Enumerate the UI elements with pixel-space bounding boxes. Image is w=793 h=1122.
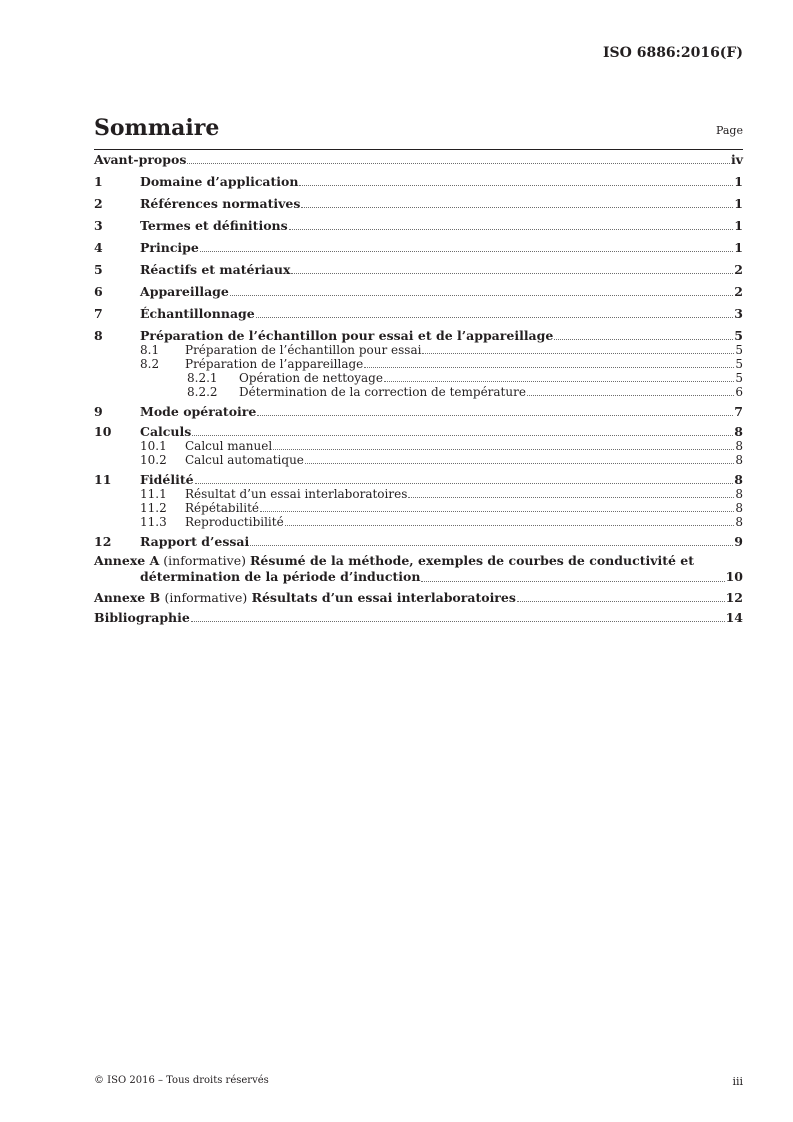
toc-entry-number: 1 xyxy=(94,174,103,189)
table-of-contents xyxy=(94,151,743,625)
toc-entry-5[interactable] xyxy=(94,261,743,277)
toc-entry-page: 5 xyxy=(735,357,743,371)
toc-entry-8-2-1[interactable] xyxy=(94,371,743,385)
toc-entry-page: iv xyxy=(730,152,743,167)
dot-leader xyxy=(291,273,733,274)
toc-entry-6[interactable] xyxy=(94,283,743,299)
dot-leader xyxy=(230,295,733,296)
toc-entry-8-2-2[interactable] xyxy=(94,385,743,399)
toc-entry-page: 8 xyxy=(735,487,743,501)
toc-entry-page: 14 xyxy=(725,610,743,625)
toc-entry-annex-a[interactable] xyxy=(94,553,743,585)
annex-a-line-2 xyxy=(94,569,743,585)
toc-entry-text: Fidélité xyxy=(140,472,194,487)
toc-entry-text: Références normatives xyxy=(140,196,301,211)
toc-entry-1[interactable] xyxy=(94,173,743,189)
toc-entry-text: Calcul manuel xyxy=(185,439,273,453)
toc-entry-foreword[interactable] xyxy=(94,151,743,167)
toc-entry-number: 6 xyxy=(94,284,103,299)
page-title: Sommaire xyxy=(94,115,220,141)
toc-entry-page: 1 xyxy=(734,196,743,211)
toc-entry-page: 12 xyxy=(725,590,743,605)
annex-label: Annexe A xyxy=(94,553,160,568)
toc-entry-page: 2 xyxy=(734,262,743,277)
dot-leader xyxy=(517,601,725,602)
toc-entry-page: 8 xyxy=(735,439,743,453)
toc-entry-number: 9 xyxy=(94,404,103,419)
dot-leader xyxy=(299,185,733,186)
dot-leader xyxy=(191,621,725,622)
toc-entry-number: 11 xyxy=(94,472,112,487)
annex-title: Résumé de la méthode, exemples de courbes de conductivité et xyxy=(249,553,695,568)
annex-title: Résultats d’un essai interlaboratoires xyxy=(251,590,516,605)
document-code: ISO 6886:2016(F) xyxy=(602,45,743,61)
toc-entry-text: Réactifs et matériaux xyxy=(140,262,291,277)
toc-entry-page: 5 xyxy=(734,328,743,343)
toc-entry-text: Principe xyxy=(140,240,199,255)
toc-entry-text: Calcul automatique xyxy=(185,453,304,467)
toc-entry-number: 12 xyxy=(94,534,112,549)
title-row xyxy=(94,111,743,141)
toc-entry-number: 3 xyxy=(94,218,103,233)
toc-entry-page: 3 xyxy=(734,306,743,321)
toc-entry-page: 9 xyxy=(734,534,743,549)
dot-leader xyxy=(285,525,735,526)
toc-entry-number: 10.2 xyxy=(140,453,167,467)
dot-leader xyxy=(384,381,734,382)
toc-entry-page: 2 xyxy=(734,284,743,299)
toc-entry-4[interactable] xyxy=(94,239,743,255)
toc-entry-text: Appareillage xyxy=(140,284,229,299)
toc-entry-number: 8.2.2 xyxy=(187,385,218,399)
toc-entry-number: 11.2 xyxy=(140,501,167,515)
toc-entry-11[interactable] xyxy=(94,471,743,487)
toc-entry-page: 7 xyxy=(734,404,743,419)
dot-leader xyxy=(187,163,730,164)
dot-leader xyxy=(257,415,733,416)
dot-leader xyxy=(192,435,733,436)
toc-entry-10-2[interactable] xyxy=(94,453,743,467)
dot-leader xyxy=(260,511,734,512)
dot-leader xyxy=(250,545,733,546)
toc-entry-number: 8.2.1 xyxy=(187,371,218,385)
page-column-label: Page xyxy=(715,124,743,137)
dot-leader xyxy=(422,353,734,354)
dot-leader xyxy=(554,339,733,340)
annex-title-continued: détermination de la période d’induction xyxy=(140,569,421,584)
toc-entry-text: Préparation de l’échantillon pour essai xyxy=(185,343,422,357)
toc-entry-text: Opération de nettoyage xyxy=(239,371,383,385)
toc-entry-text: Bibliographie xyxy=(94,610,190,625)
toc-entry-page: 8 xyxy=(735,501,743,515)
dot-leader xyxy=(273,449,734,450)
toc-entry-text: Domaine d’application xyxy=(140,174,299,189)
dot-leader xyxy=(301,207,733,208)
dot-leader xyxy=(200,251,733,252)
dot-leader xyxy=(195,483,734,484)
toc-entry-number: 8.1 xyxy=(140,343,160,357)
toc-entry-number: 8 xyxy=(94,328,103,343)
toc-entry-number: 7 xyxy=(94,306,103,321)
toc-entry-9[interactable] xyxy=(94,403,743,419)
toc-entry-10[interactable] xyxy=(94,423,743,439)
toc-entry-number: 11.1 xyxy=(140,487,167,501)
toc-entry-text: Avant-propos xyxy=(94,152,187,167)
dot-leader xyxy=(289,229,734,230)
annex-kind: (informative) xyxy=(163,553,246,568)
toc-entry-page: 5 xyxy=(735,343,743,357)
toc-entry-page: 8 xyxy=(734,472,743,487)
toc-entry-text: Détermination de la correction de température xyxy=(239,385,526,399)
toc-entry-number: 5 xyxy=(94,262,103,277)
toc-entry-12[interactable] xyxy=(94,533,743,549)
toc-entry-text: Résultat d’un essai interlaboratoires xyxy=(185,487,408,501)
toc-entry-2[interactable] xyxy=(94,195,743,211)
toc-entry-page: 8 xyxy=(734,424,743,439)
toc-entry-3[interactable] xyxy=(94,217,743,233)
toc-entry-text: Échantillonnage xyxy=(140,306,255,321)
toc-entry-11-1[interactable] xyxy=(94,487,743,501)
toc-entry-page: 5 xyxy=(735,371,743,385)
toc-entry-text: Rapport d’essai xyxy=(140,534,250,549)
toc-entry-page: 6 xyxy=(735,385,743,399)
dot-leader xyxy=(305,463,734,464)
toc-entry-number: 10.1 xyxy=(140,439,167,453)
title-rule xyxy=(94,149,743,150)
dot-leader xyxy=(256,317,734,318)
toc-entry-8-1[interactable] xyxy=(94,343,743,357)
toc-entry-bibliography[interactable] xyxy=(94,609,743,625)
toc-entry-page: 1 xyxy=(734,174,743,189)
toc-entry-number: 2 xyxy=(94,196,103,211)
dot-leader xyxy=(527,395,734,396)
dot-leader xyxy=(408,497,734,498)
toc-entry-page: 8 xyxy=(735,515,743,529)
toc-entry-text: Préparation de l’échantillon pour essai et de l’appareillage xyxy=(140,328,554,343)
toc-entry-11-2[interactable] xyxy=(94,501,743,515)
toc-entry-8[interactable] xyxy=(94,327,743,343)
toc-entry-text: Mode opératoire xyxy=(140,404,257,419)
copyright-notice: © ISO 2016 – Tous droits réservés xyxy=(94,1075,269,1086)
toc-entry-10-1[interactable] xyxy=(94,439,743,453)
toc-entry-11-3[interactable] xyxy=(94,515,743,529)
toc-entry-number: 10 xyxy=(94,424,112,439)
toc-entry-annex-b[interactable] xyxy=(94,589,743,605)
toc-entry-8-2[interactable] xyxy=(94,357,743,371)
toc-entry-page: 1 xyxy=(734,218,743,233)
toc-entry-text: Reproductibilité xyxy=(185,515,284,529)
toc-entry-text: Termes et définitions xyxy=(140,218,288,233)
toc-entry-page: 8 xyxy=(735,453,743,467)
toc-entry-number: 8.2 xyxy=(140,357,160,371)
page-number: iii xyxy=(732,1075,743,1088)
annex-kind: (informative) xyxy=(164,590,248,605)
toc-entry-text: Préparation de l’appareillage xyxy=(185,357,364,371)
toc-entry-page: 1 xyxy=(734,240,743,255)
toc-entry-7[interactable] xyxy=(94,305,743,321)
annex-a-line-1 xyxy=(94,553,743,569)
toc-entry-text: Répétabilité xyxy=(185,501,260,515)
dot-leader xyxy=(364,367,734,368)
toc-entry-page: 10 xyxy=(725,569,743,584)
dot-leader xyxy=(421,581,724,582)
toc-entry-number: 4 xyxy=(94,240,103,255)
toc-entry-number: 11.3 xyxy=(140,515,167,529)
annex-label: Annexe B xyxy=(94,590,161,605)
toc-entry-text: Calculs xyxy=(140,424,192,439)
